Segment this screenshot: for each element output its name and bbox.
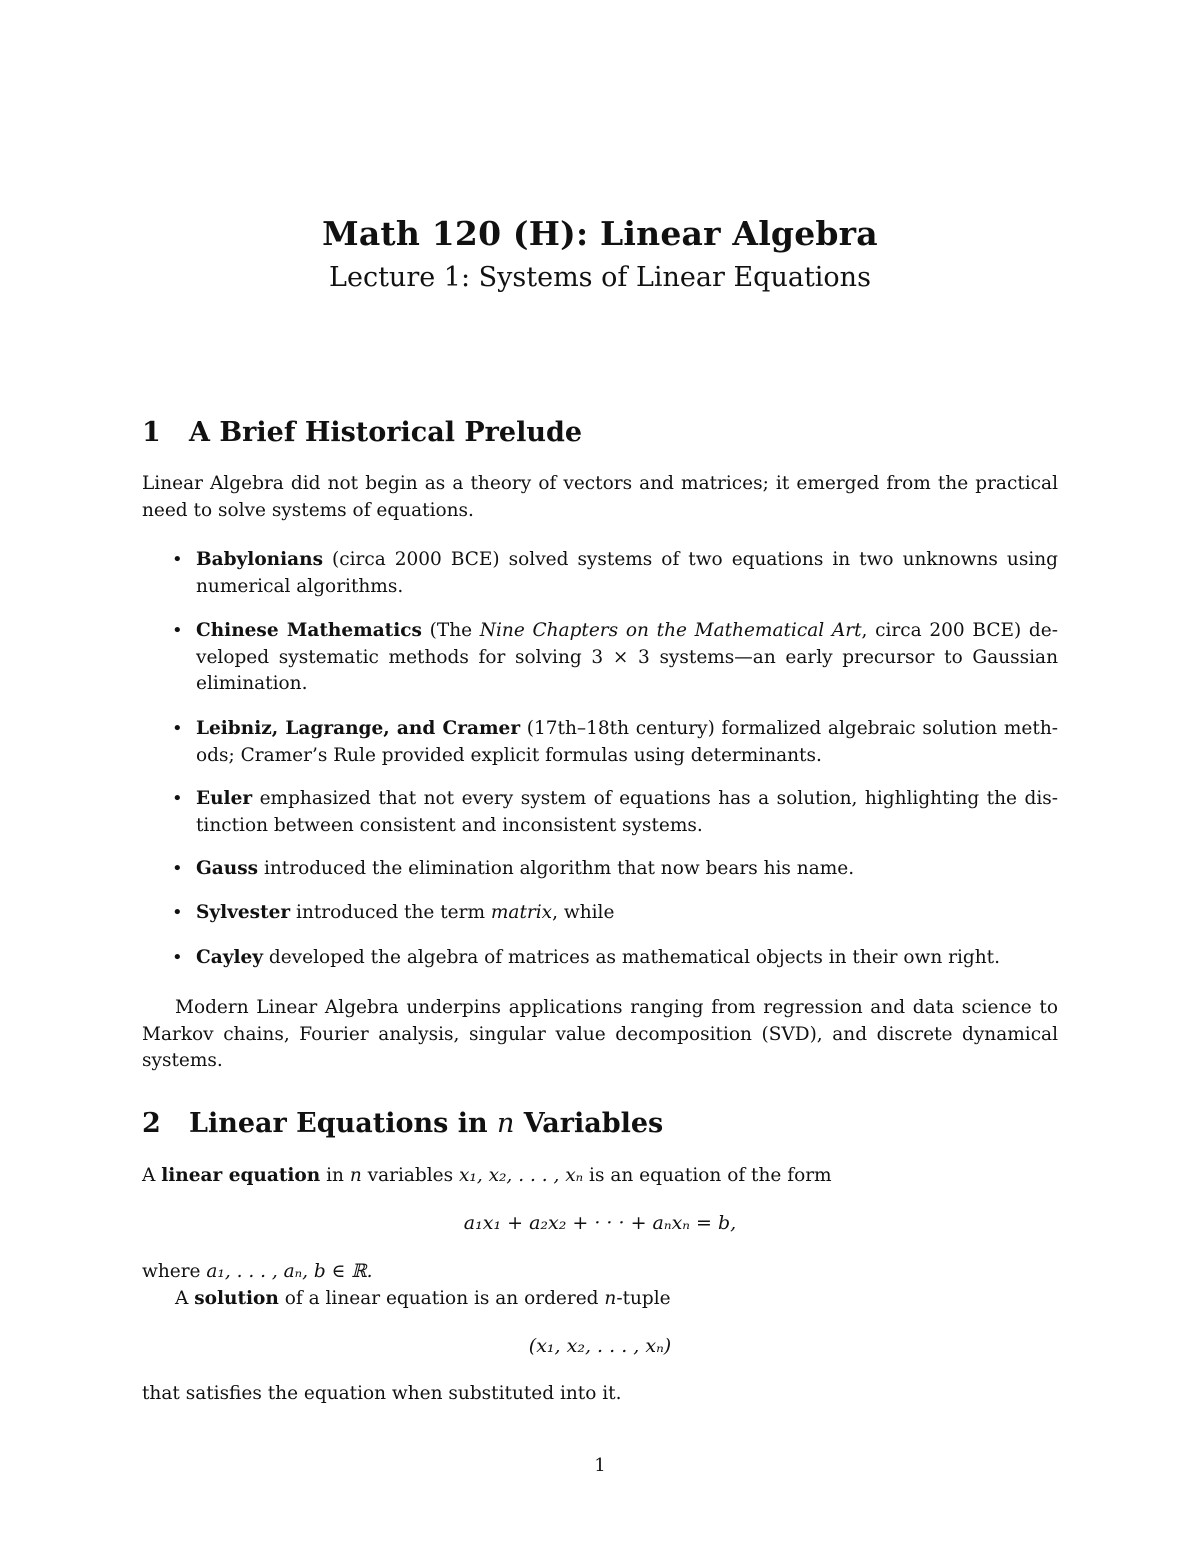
coefficients-math: a₁, . . . , aₙ, b ∈ ℝ. [206, 1261, 373, 1282]
bullet-italic-term: matrix [490, 902, 553, 923]
bullet-sylvester [172, 900, 1058, 927]
bullet-pre-text: introduced the term [290, 902, 491, 923]
page-number: 1 [594, 1455, 606, 1476]
bullet-term: Sylvester [196, 902, 291, 923]
solution-text: -tuple [616, 1288, 671, 1309]
bullet-dot: • [172, 620, 183, 641]
bullet-cayley [172, 945, 1058, 972]
solution-explanation: that satisfies the equation when substituted into it. [142, 1383, 622, 1404]
section-2-heading [142, 1108, 663, 1139]
coefficients-domain [142, 1259, 1058, 1286]
bullet-babylonians [172, 547, 1058, 600]
definition-text: A [142, 1165, 162, 1186]
document-title: Math 120 (H): Linear Algebra [322, 214, 878, 253]
bullet-dot: • [172, 902, 183, 923]
bullet-gauss [172, 856, 1058, 883]
section-1-intro: Linear Algebra did not begin as a theory of vectors and matrices; it emerged from the practical need to solve systems of equations. [142, 473, 1058, 521]
solution-tuple: (x₁, x₂, . . . , xₙ) [528, 1335, 672, 1357]
definition-text: in [320, 1165, 350, 1186]
bullet-text: , while [552, 902, 615, 923]
section-2-number: 2 [142, 1108, 161, 1139]
document-subtitle: Lecture 1: Systems of Linear Equations [329, 262, 871, 293]
bullet-euler [172, 786, 1058, 839]
bullet-term: Euler [196, 788, 253, 809]
section-2-title-post: Variables [514, 1108, 664, 1139]
bullet-text: developed the algebra of matrices as mathematical objects in their own right. [263, 947, 1000, 968]
linear-equation-definition [142, 1163, 1058, 1190]
solution-definition [142, 1286, 1058, 1313]
bullet-leibniz-lagrange-cramer [172, 716, 1058, 769]
bullet-chinese-mathematics [172, 618, 1058, 698]
bullet-term: Babylonians [196, 549, 324, 570]
section-1-heading [142, 417, 582, 448]
definition-n: n [349, 1165, 362, 1186]
linear-equation-formula: a₁x₁ + a₂x₂ + · · · + aₙxₙ = b, [463, 1212, 737, 1234]
bullet-dot: • [172, 858, 183, 879]
solution-text: A [175, 1288, 195, 1309]
bullet-italic-title: Nine Chapters on the Mathematical Art [479, 620, 862, 641]
bullet-text: emphasized that not every system of equations has a solution, highlighting the distinction between consistent and inconsistent systems. [196, 788, 1058, 836]
bullet-dot: • [172, 549, 183, 570]
bullet-text: introduced the elimination algorithm that now bears his name. [258, 858, 855, 879]
definition-text: is an equation of the form [583, 1165, 832, 1186]
section-1-closing: Modern Linear Algebra underpins applications ranging from regression and data science to Markov chains, Fourier analysis, singular value decomposition (SVD), and discrete dynamical systems. [142, 997, 1058, 1071]
bullet-term: Chinese Mathematics [196, 620, 422, 641]
bullet-dot: • [172, 947, 183, 968]
bullet-text: , circa 200 BCE) developed systematic methods for solving 3 × 3 systems—an early precursor to Gaussian elimination. [196, 620, 1058, 694]
definition-term: linear equation [161, 1165, 321, 1186]
bullet-text: (circa 2000 BCE) solved systems of two equations in two unknowns using numerical algorithms. [196, 549, 1058, 597]
bullet-dot: • [172, 788, 183, 809]
section-1-number: 1 [142, 417, 161, 448]
bullet-dot: • [172, 718, 183, 739]
definition-text: variables [361, 1165, 459, 1186]
solution-n: n [604, 1288, 617, 1309]
bullet-pre-text: (The [421, 620, 480, 641]
solution-text: of a linear equation is an ordered [278, 1288, 605, 1309]
section-2-title-variable: n [497, 1108, 515, 1139]
definition-variables: x₁, x₂, . . . , xₙ [458, 1165, 584, 1186]
section-1-title: A Brief Historical Prelude [189, 417, 583, 448]
bullet-text: (17th–18th century) formalized algebraic solution methods; Cramer’s Rule provided explicit formulas using determinants. [196, 718, 1058, 766]
bullet-term: Gauss [196, 858, 259, 879]
where-text: where [142, 1261, 207, 1282]
bullet-term: Cayley [196, 947, 264, 968]
section-2-title-pre: Linear Equations in [189, 1108, 498, 1139]
bullet-term: Leibniz, Lagrange, and Cramer [196, 718, 521, 739]
solution-term: solution [194, 1288, 279, 1309]
